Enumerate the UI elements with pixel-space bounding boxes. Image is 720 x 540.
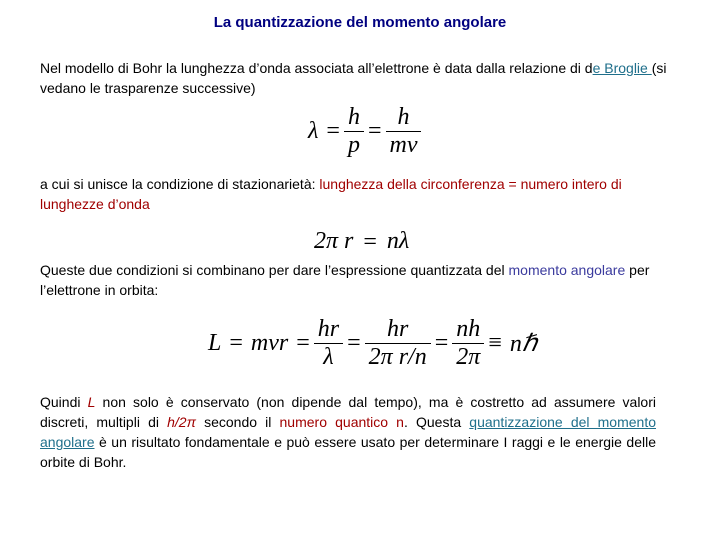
numerator: h [347, 104, 360, 130]
paragraph-text: secondo il [195, 414, 280, 430]
fraction-h-over-p [344, 104, 364, 159]
equation-de-broglie [304, 104, 421, 159]
de-broglie-link[interactable]: e Broglie [592, 60, 652, 76]
numerator: nh [456, 316, 481, 342]
stationarity-condition: lunghezza della circonferenza = numero intero di lunghezze d’onda [40, 176, 622, 212]
paragraph-conclusion [40, 392, 656, 472]
n-lambda: nλ [386, 228, 410, 254]
quantizzazione-link[interactable]: quantizzazione del momento angolare [40, 414, 656, 450]
paragraph-text: a cui si unisce la condizione di stazionarietà: [40, 176, 320, 192]
quantum-number-term: numero quantico n [279, 414, 404, 430]
equals-sign: = [363, 228, 377, 255]
equivalence-sign: ≡ [488, 330, 502, 356]
paragraph-text: non solo è conservato (non dipende dal tempo), ma è costretto ad assumere valori discreti, multipli di [40, 394, 656, 430]
denominator: mν [386, 131, 422, 159]
paragraph-de-broglie [40, 58, 680, 98]
paragraph-stationarity [40, 174, 660, 214]
equals-sign: = [347, 330, 361, 356]
equals-sign: = [326, 118, 340, 144]
denominator: 2π [452, 343, 484, 371]
momento-angolare-term: momento angolare [508, 262, 626, 278]
paragraph-text: Nel modello di Bohr la lunghezza d’onda associata all’elettrone è data dalla relazione di d [40, 60, 593, 76]
equals-sign: = [434, 330, 449, 356]
paragraph-text: è un risultato fondamentale e può essere usato per determinare I raggi e le energie delle orbite di Bohr. [40, 434, 656, 470]
h-over-2pi-inline: h/2π [167, 414, 196, 430]
paragraph-text: Quindi [40, 394, 88, 410]
equation-angular-momentum [204, 316, 541, 371]
equals-sign: = [367, 118, 382, 144]
n-hbar: nℏ [509, 331, 538, 357]
equals-sign: = [296, 330, 310, 356]
L-symbol: L [208, 330, 222, 356]
fraction-nh-over-2pi [452, 316, 484, 371]
slide-title: La quantizzazione del momento angolare [213, 14, 507, 31]
numerator: hr [317, 316, 340, 342]
denominator: p [344, 131, 364, 159]
lambda-symbol: λ [308, 118, 319, 144]
paragraph-text: Queste due condizioni si combinano per dare l’espressione quantizzata del [40, 262, 509, 278]
numerator: h [397, 104, 410, 130]
fraction-h-over-mv [386, 104, 422, 159]
paragraph-text: (si vedano le trasparenze successive) [40, 60, 667, 96]
numerator: hr [387, 316, 409, 342]
denominator: λ [314, 343, 343, 371]
circumference: 2π r [314, 228, 354, 254]
equation-stationarity [314, 228, 409, 256]
paragraph-combination [40, 260, 680, 300]
denominator: 2π r/n [365, 343, 431, 371]
fraction-hr-over-2pir-n [365, 316, 431, 371]
equals-sign: = [229, 330, 243, 356]
paragraph-text: . Questa [403, 414, 470, 430]
L-inline: L [87, 394, 96, 410]
paragraph-text: per l’elettrone in orbita: [40, 262, 650, 298]
fraction-hr-over-lambda [314, 316, 343, 371]
mvr-term: mνr [250, 330, 289, 356]
